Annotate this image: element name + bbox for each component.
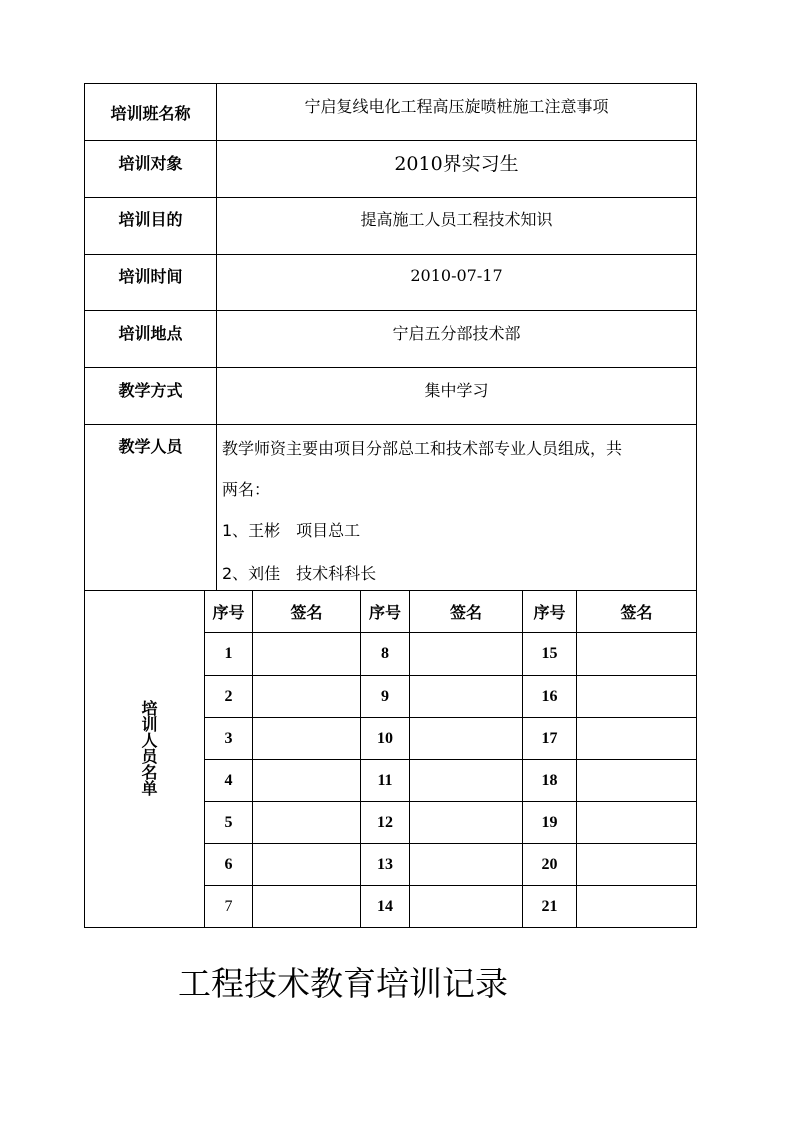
roster-row-divider — [204, 759, 697, 760]
seq-number: 19 — [541, 813, 558, 831]
label-location: 培训地点 — [118, 323, 183, 343]
value-trainees: 2010界实习生 — [394, 152, 519, 175]
seq-number: 16 — [541, 687, 558, 705]
value-class-name: 宁启复线电化工程高压旋喷桩施工注意事项 — [304, 96, 609, 116]
seq-number: 4 — [224, 771, 233, 789]
label-teaching-staff: 教学人员 — [118, 436, 183, 456]
seq-number: 3 — [224, 729, 233, 747]
table-border-right — [696, 83, 697, 590]
seq-number: 18 — [541, 771, 558, 789]
roster-label: 培训人员名单 — [139, 700, 158, 796]
label-class-name: 培训班名称 — [110, 103, 191, 123]
seq-number: 7 — [224, 897, 233, 915]
value-time: 2010-07-17 — [410, 265, 503, 285]
roster-row-divider — [204, 675, 697, 676]
roster-row-divider — [204, 801, 697, 802]
seq-number: 1 — [224, 645, 233, 662]
roster-row-divider — [204, 717, 697, 718]
label-purpose: 培训目的 — [118, 209, 183, 229]
header-seq: 序号 — [212, 603, 245, 622]
label-time: 培训时间 — [118, 266, 183, 286]
row-divider — [84, 424, 696, 425]
roster-row-divider — [204, 632, 697, 633]
table-border-bottom — [84, 927, 697, 928]
staff-line: 1、王彬 项目总工 — [222, 521, 361, 540]
roster-col-divider — [252, 590, 253, 928]
label-trainees: 培训对象 — [118, 153, 183, 173]
seq-number: 17 — [541, 729, 558, 747]
value-location: 宁启五分部技术部 — [392, 323, 521, 343]
seq-number: 6 — [224, 855, 233, 873]
value-method: 集中学习 — [424, 380, 489, 400]
roster-col-divider — [576, 590, 577, 928]
seq-number: 10 — [377, 729, 393, 747]
header-sign: 签名 — [449, 603, 482, 622]
seq-number: 8 — [381, 645, 389, 662]
seq-number: 15 — [541, 645, 558, 662]
header-sign: 签名 — [290, 603, 323, 622]
seq-number: 11 — [377, 771, 393, 789]
seq-number: 12 — [377, 813, 393, 831]
seq-number: 20 — [541, 855, 558, 873]
seq-number: 13 — [377, 855, 393, 873]
seq-number: 21 — [541, 897, 558, 915]
roster-col-divider — [409, 590, 410, 928]
header-sign: 签名 — [620, 603, 653, 622]
seq-number: 5 — [224, 813, 233, 831]
staff-line: 两名： — [222, 480, 271, 499]
label-method: 教学方式 — [118, 380, 183, 400]
seq-number: 9 — [381, 687, 389, 705]
roster-row-divider — [204, 885, 697, 886]
staff-line: 2、刘佳 技术科科长 — [222, 564, 377, 583]
header-seq: 序号 — [533, 603, 566, 622]
roster-border-right — [696, 590, 697, 928]
document-title: 工程技术教育培训记录 — [178, 964, 508, 1003]
value-purpose: 提高施工人员工程技术知识 — [360, 209, 553, 229]
header-seq: 序号 — [368, 603, 401, 622]
roster-row-divider — [204, 843, 697, 844]
seq-number: 14 — [377, 897, 393, 915]
seq-number: 2 — [224, 687, 233, 705]
staff-line: 教学师资主要由项目分部总工和技术部专业人员组成，共 — [222, 439, 623, 458]
